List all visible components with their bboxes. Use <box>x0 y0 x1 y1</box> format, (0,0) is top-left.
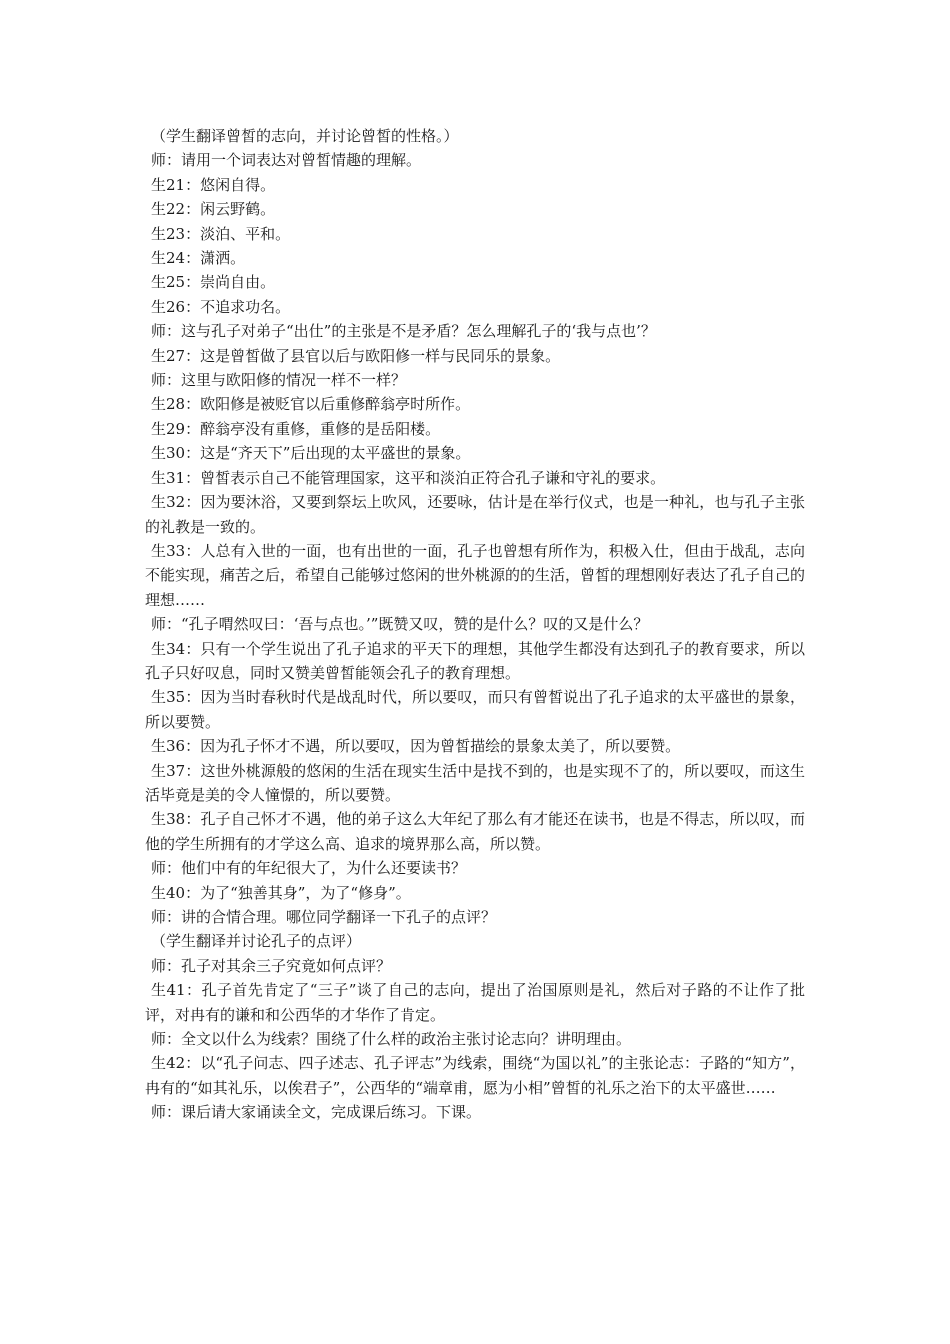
student-line: 生35：因为当时春秋时代是战乱时代，所以要叹，而只有曾皙说出了孔子追求的太平盛世的景象，所以要赞。 <box>145 688 805 731</box>
student-line: 生30：这是“齐天下”后出现的太平盛世的景象。 <box>151 444 471 463</box>
student-line: 生22：闲云野鹤。 <box>151 200 276 219</box>
student-line: 生32：因为要沐浴，又要到祭坛上吹风，还要咏，估计是在举行仪式，也是一种礼，也与孔子主张的礼教是一致的。 <box>145 493 805 536</box>
teacher-line: 师：课后请大家诵读全文，完成课后练习。下课。 <box>151 1103 482 1122</box>
lesson-transcript <box>145 124 805 1125</box>
student-line: 生29：醉翁亭没有重修，重修的是岳阳楼。 <box>151 419 441 438</box>
teacher-line: 师：全文以什么为线索？围绕了什么样的政治主张讨论志向？讲明理由。 <box>151 1030 632 1049</box>
student-line: 生33：人总有入世的一面，也有出世的一面，孔子也曾想有所作为，积极入仕，但由于战乱，志向不能实现，痛苦之后，希望自己能够过悠闲的世外桃源的的生活，曾皙的理想刚好表达了孔子自己的理想…… <box>145 541 806 609</box>
teacher-line: 师：讲的合情合理。哪位同学翻译一下孔子的点评？ <box>151 908 497 926</box>
student-line: 生40：为了“独善其身”，为了“修身”。 <box>151 883 411 902</box>
student-line: 生41：孔子首先肯定了“三子”谈了自己的志向，提出了治国原则是礼，然后对子路的不让作了批评，对冉有的谦和和公西华的才华作了肯定。 <box>145 981 805 1024</box>
student-line: 生38：孔子自己怀才不遇，他的弟子这么大年纪了那么有才能还在读书，也是不得志，所以叹，而他的学生所拥有的才学这么高、追求的境界那么高，所以赞。 <box>145 810 805 853</box>
teacher-line: 师：这与孔子对弟子“出仕”的主张是不是矛盾？怎么理解孔子的‘我与点也’？ <box>151 322 656 341</box>
teacher-line: 师：这里与欧阳修的情况一样不一样？ <box>151 371 407 390</box>
student-line: 生36：因为孔子怀才不遇，所以要叹，因为曾皙描绘的景象太美了，所以要赞。 <box>151 737 681 756</box>
student-line: 生28：欧阳修是被贬官以后重修醉翁亭时所作。 <box>151 395 471 414</box>
teacher-line: 师：孔子对其余三子究竟如何点评？ <box>151 956 392 975</box>
student-line: 生42：以“孔子问志、四子述志、孔子评志”为线索，围绕“为国以礼”的主张论志：子路的“知方”，冉有的“如其礼乐，以俟君子”，公西华的“端章甫，愿为小相”曾皙的礼乐之治下的太平盛世…… <box>145 1054 805 1097</box>
student-line: 生26：不追求功名。 <box>151 297 291 316</box>
student-line: 生23：淡泊、平和。 <box>151 224 291 243</box>
stage-direction: （学生翻译并讨论孔子的点评） <box>151 932 362 951</box>
teacher-line: 师：请用一个词表达对曾皙情趣的理解。 <box>151 151 422 170</box>
student-line: 生21：悠闲自得。 <box>151 175 276 194</box>
stage-direction: （学生翻译曾皙的志向，并讨论曾皙的性格。） <box>151 127 459 145</box>
student-line: 生25：崇尚自由。 <box>151 273 276 292</box>
student-line: 生31：曾皙表示自己不能管理国家，这平和淡泊正符合孔子谦和守礼的要求。 <box>151 468 666 487</box>
teacher-line: 师：“孔子喟然叹曰：‘吾与点也。’”既赞又叹，赞的是什么？叹的又是什么？ <box>151 615 649 634</box>
student-line: 生24：潇洒。 <box>151 249 246 268</box>
student-line: 生37：这世外桃源般的悠闲的生活在现实生活中是找不到的，也是实现不了的，所以要叹，而这生活毕竟是美的令人憧憬的，所以要赞。 <box>145 761 805 804</box>
teacher-line: 师：他们中有的年纪很大了，为什么还要读书？ <box>151 859 467 878</box>
student-line: 生27：这是曾皙做了县官以后与欧阳修一样与民同乐的景象。 <box>151 346 561 365</box>
student-line: 生34：只有一个学生说出了孔子追求的平天下的理想，其他学生都没有达到孔子的教育要求，所以孔子只好叹息，同时又赞美曾皙能领会孔子的教育理想。 <box>145 639 805 682</box>
